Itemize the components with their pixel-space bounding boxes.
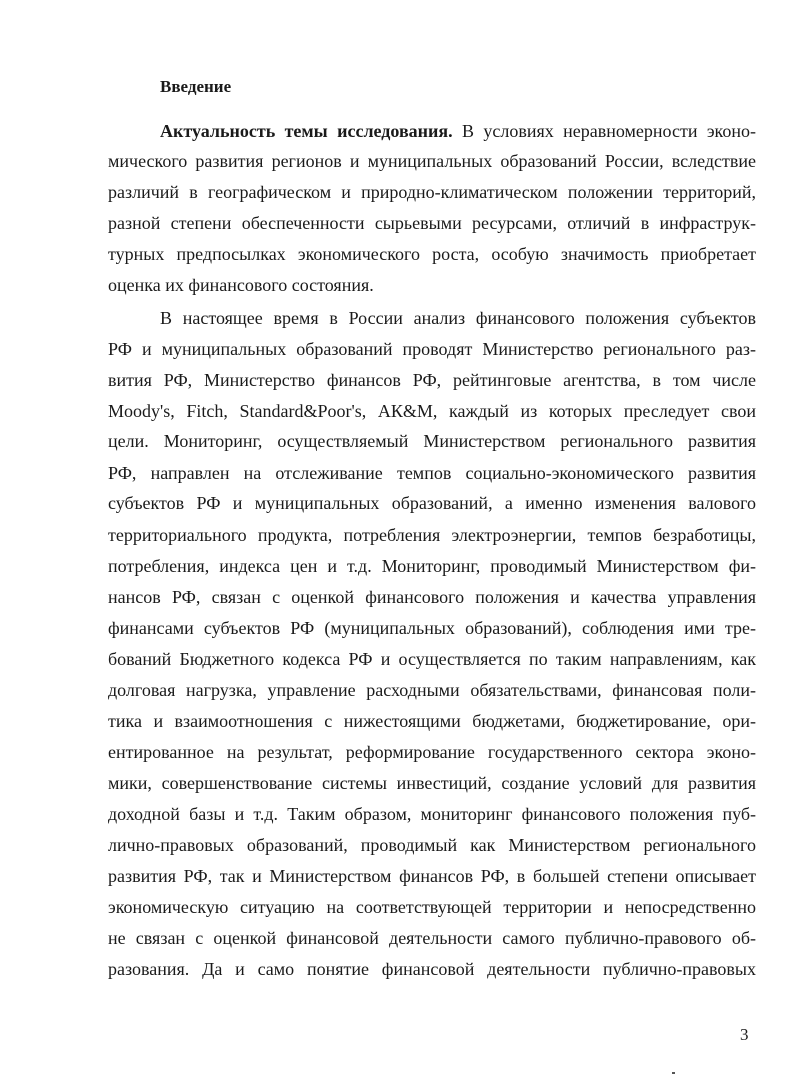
paragraph-1-line-3: разной степени обеспеченности сырьевыми ресурсами, отличий в инфраструк- xyxy=(108,213,756,233)
paragraph-2-line-16: доходной базы и т.д. Таким образом, мониторинг финансового положения пуб- xyxy=(108,804,756,824)
paragraph-2-line-8: потребления, индекса цен и т.д. Мониторинг, проводимый Министерством фи- xyxy=(108,556,756,576)
paragraph-1-line-2: различий в географическом и природно-климатическом положении территорий, xyxy=(108,182,756,202)
paragraph-2-line-3: Moody's, Fitch, Standard&Poor's, АК&М, каждый из которых преследует свои xyxy=(108,401,756,421)
section-heading: Введение xyxy=(160,77,232,96)
paragraph-2-line-6: субъектов РФ и муниципальных образований, а именно изменения валового xyxy=(108,493,756,513)
paragraph-2-line-19: экономическую ситуацию на соответствующей территории и непосредственно xyxy=(108,897,756,917)
paragraph-2-line-9: нансов РФ, связан с оценкой финансового положения и качества управления xyxy=(108,587,756,607)
paragraph-1-line-0-rest: В условиях неравномерности эконо- xyxy=(452,121,757,141)
lead-phrase: Актуальность темы исследования. xyxy=(160,121,453,141)
paragraph-2-line-11: бований Бюджетного кодекса РФ и осуществляется по таким направлениям, как xyxy=(108,649,756,669)
paragraph-1-line-0 xyxy=(160,119,756,143)
scan-artifact xyxy=(672,1072,675,1074)
paragraph-2-line-12: долговая нагрузка, управление расходными обязательствами, финансовая поли- xyxy=(108,680,756,700)
paragraph-2-line-0: В настоящее время в России анализ финансового положения субъектов xyxy=(160,308,756,328)
paragraph-2-line-4: цели. Мониторинг, осуществляемый Министерством регионального развития xyxy=(108,431,756,451)
paragraph-2-line-18: развития РФ, так и Министерством финансов РФ, в большей степени описывает xyxy=(108,866,756,886)
paragraph-2-line-13: тика и взаимоотношения с нижестоящими бюджетами, бюджетирование, ори- xyxy=(108,711,756,731)
paragraph-2-line-7: территориального продукта, потребления электроэнергии, темпов безработицы, xyxy=(108,525,756,545)
paragraph-2-line-1: РФ и муниципальных образований проводят Министерство регионального раз- xyxy=(108,339,756,359)
paragraph-1-line-1: мического развития регионов и муниципальных образований России, вследствие xyxy=(108,151,756,171)
paragraph-2-line-5: РФ, направлен на отслеживание темпов социально-экономического развития xyxy=(108,463,756,483)
page-number: 3 xyxy=(740,1025,749,1044)
paragraph-2-line-10: финансами субъектов РФ (муниципальных образований), соблюдения ими тре- xyxy=(108,618,756,638)
paragraph-1-line-5: оценка их финансового состояния. xyxy=(108,275,374,295)
paragraph-2-line-14: ентированное на результат, реформирование государственного сектора эконо- xyxy=(108,742,756,762)
paragraph-2-line-21: разования. Да и само понятие финансовой деятельности публично-правовых xyxy=(108,959,756,979)
paragraph-1-line-4: турных предпосылках экономического роста, особую значимость приобретает xyxy=(108,244,756,264)
paragraph-2-line-17: лично-правовых образований, проводимый как Министерством регионального xyxy=(108,835,756,855)
paragraph-2-line-2: вития РФ, Министерство финансов РФ, рейтинговые агентства, в том числе xyxy=(108,370,756,390)
paragraph-2-line-20: не связан с оценкой финансовой деятельности самого публично-правового об- xyxy=(108,928,756,948)
paragraph-2-line-15: мики, совершенствование системы инвестиций, создание условий для развития xyxy=(108,773,756,793)
